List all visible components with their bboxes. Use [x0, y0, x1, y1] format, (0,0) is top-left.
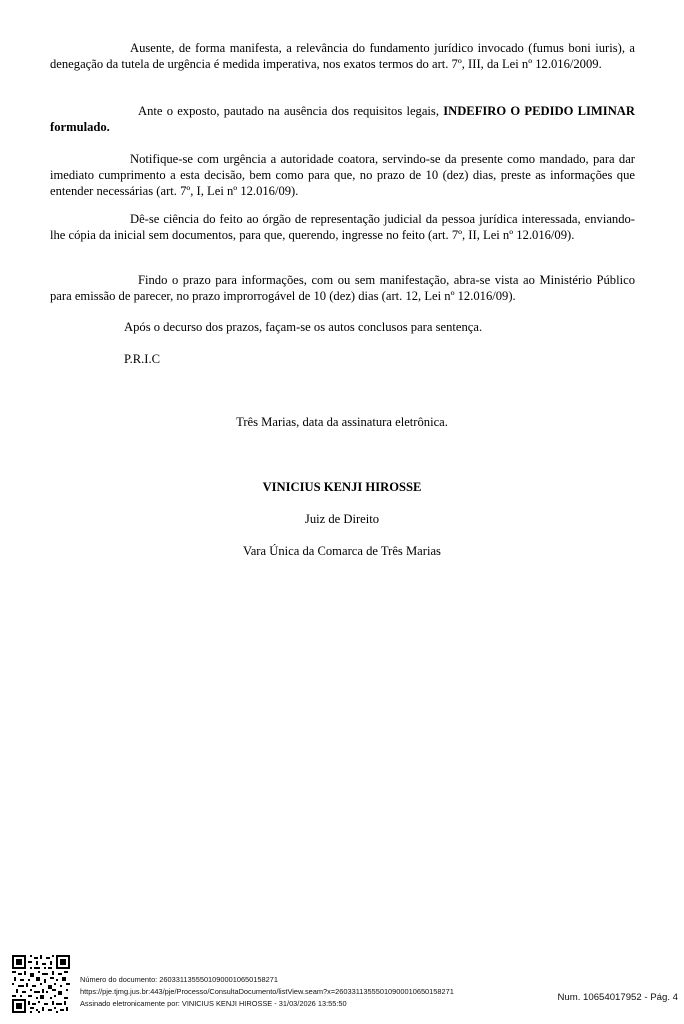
paragraph-de-se-ciencia: Dê-se ciência do feito ao órgão de representação judicial da pessoa jurídica interessada, enviando-lhe cópia da inicial sem documentos, para que, querendo, ingresse no feito (art. 7º, II, Lei nº 12.016/09).: [50, 212, 635, 242]
qr-code-icon: [12, 955, 70, 1013]
paragraph-ante-o-exposto-text: Ante o exposto, pautado na ausência dos requisitos legais,: [138, 104, 444, 118]
paragraph-fumus-boni-iuris: Ausente, de forma manifesta, a relevância do fundamento jurídico invocado (fumus boni iuris), a denegação da tutela de urgência é medida imperativa, nos exatos termos do art. 7º, III, da Lei nº 12.016/2009.: [50, 41, 635, 71]
place-date-line: Três Marias, data da assinatura eletrônica.: [236, 415, 448, 429]
footer-signed-by: Assinado eletronicamente por: VINICIUS KENJI HIROSSE - 31/03/2026 13:55:50: [80, 999, 347, 1008]
judge-name: VINICIUS KENJI HIROSSE: [262, 480, 422, 494]
paragraph-notifique-se: Notifique-se com urgência a autoridade coatora, servindo-se da presente como mandado, para dar imediato cumprimento a esta decisão, bem como para que, no prazo de 10 (dez) dias, preste as informações que entender necessárias (art. 7º, I, Lei nº 12.016/09).: [50, 152, 635, 198]
judge-role: Juiz de Direito: [304, 512, 380, 526]
footer-document-url[interactable]: https://pje.tjmg.jus.br:443/pje/Processo/ConsultaDocumento/listView.seam?x=26033113555010900010650158271: [80, 987, 454, 996]
court-name: Vara Única da Comarca de Três Marias: [243, 544, 441, 558]
paragraph-findo-o-prazo: Findo o prazo para informações, com ou sem manifestação, abra-se vista ao Ministério Público para emissão de parecer, no prazo improrrogável de 10 (dez) dias (art. 12, Lei nº 12.016/09).: [50, 273, 635, 303]
footer-document-number: Número do documento: 26033113555010900010650158271: [80, 975, 278, 984]
paragraph-apos-o-decurso: Após o decurso dos prazos, façam-se os autos conclusos para sentença.: [124, 320, 483, 334]
decision-indefiro-text: INDEFIRO O PEDIDO LIMINAR formulado.: [50, 104, 635, 134]
paragraph-ante-o-exposto: [50, 103, 635, 135]
pric-line: P.R.I.C: [124, 352, 161, 366]
footer-page-reference: Num. 10654017952 - Pág. 4: [557, 992, 678, 1003]
